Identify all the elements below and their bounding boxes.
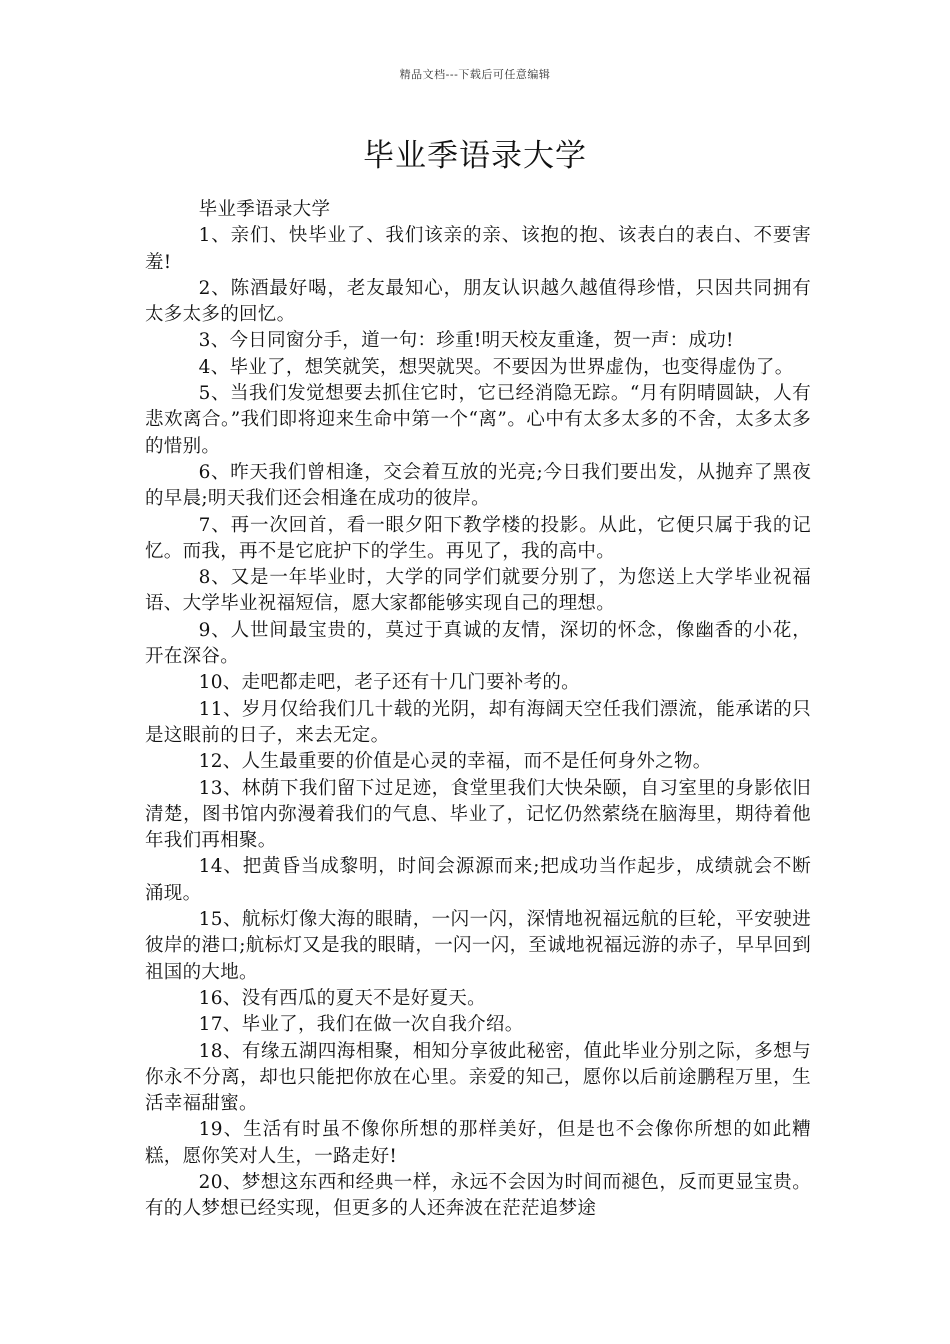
paragraph: 1、亲们、快毕业了、我们该亲的亲、该抱的抱、该表白的表白、不要害羞! [145,225,811,273]
paragraph: 3、今日同窗分手，道一句：珍重!明天校友重逢，贺一声：成功! [198,330,734,352]
paragraph: 19、生活有时虽不像你所想的那样美好，但是也不会像你所想的如此糟糕，愿你笑对人生，一路走好! [145,1119,811,1167]
paragraph: 14、把黄昏当成黎明，时间会源源而来;把成功当作起步，成绩就会不断涌现。 [145,856,811,904]
paragraph: 4、毕业了，想笑就笑，想哭就哭。不要因为世界虚伪，也变得虚伪了。 [198,356,794,378]
paragraph: 2、陈酒最好喝，老友最知心，朋友认识越久越值得珍惜，只因共同拥有太多太多的回忆。 [145,277,811,326]
paragraph: 毕业季语录大学 [198,199,331,220]
paragraph: 15、航标灯像大海的眼睛，一闪一闪，深情地祝福远航的巨轮，平安驶进彼岸的港口;航标灯又是我的眼睛，一闪一闪，至诚地祝福远游的赤子，早早回到祖国的大地。 [145,909,811,983]
paragraph: 17、毕业了，我们在做一次自我介绍。 [198,1014,524,1036]
paragraph: 13、林荫下我们留下过足迹，食堂里我们大快朵颐，自习室里的身影依旧清楚，图书馆内弥漫着我们的气息、毕业了，记忆仍然萦绕在脑海里，期待着他年我们再相聚。 [145,777,811,852]
paragraph: 6、昨天我们曾相逢，交会着互放的光亮;今日我们要出发，从抛弃了黑夜的早晨;明天我们还会相逢在成功的彼岸。 [145,461,811,510]
document-title: 毕业季语录大学 [363,138,587,174]
paragraph: 11、岁月仅给我们几十载的光阴，却有海阔天空任我们漂流，能承诺的只是这眼前的日子，来去无定。 [145,698,811,746]
paragraph: 7、再一次回首，看一眼夕阳下教学楼的投影。从此，它便只属于我的记忆。而我，再不是它庇护下的学生。再见了，我的高中。 [145,514,811,562]
paragraph: 10、走吧都走吧，老子还有十几门要补考的。 [198,672,580,694]
paragraph: 20、梦想这东西和经典一样，永远不会因为时间而褪色，反而更显宝贵。有的人梦想已经实现，但更多的人还奔波在茫茫追梦途 [145,1171,811,1220]
paragraph: 16、没有西瓜的夏天不是好夏天。 [198,987,486,1009]
header-note: 精品文档---下载后可任意编辑 [399,68,551,81]
paragraph: 8、又是一年毕业时，大学的同学们就要分别了，为您送上大学毕业祝福语、大学毕业祝福短信，愿大家都能够实现自己的理想。 [145,567,811,615]
paragraph: 12、人生最重要的价值是心灵的幸福，而不是任何身外之物。 [198,751,712,773]
paragraph: 18、有缘五湖四海相聚，相知分享彼此秘密，值此毕业分别之际，多想与你永不分离，却也只能把你放在心里。亲爱的知己，愿你以后前途鹏程万里，生活幸福甜蜜。 [145,1040,811,1115]
paragraph: 9、人世间最宝贵的，莫过于真诚的友情，深切的怀念，像幽香的小花，开在深谷。 [145,619,811,668]
paragraph: 5、当我们发觉想要去抓住它时，它已经消隐无踪。“月有阴晴圆缺，人有悲欢离合。”我们即将迎来生命中第一个“离”。心中有太多太多的不舍，太多太多的惜别。 [145,383,811,457]
document-body [145,197,811,1223]
